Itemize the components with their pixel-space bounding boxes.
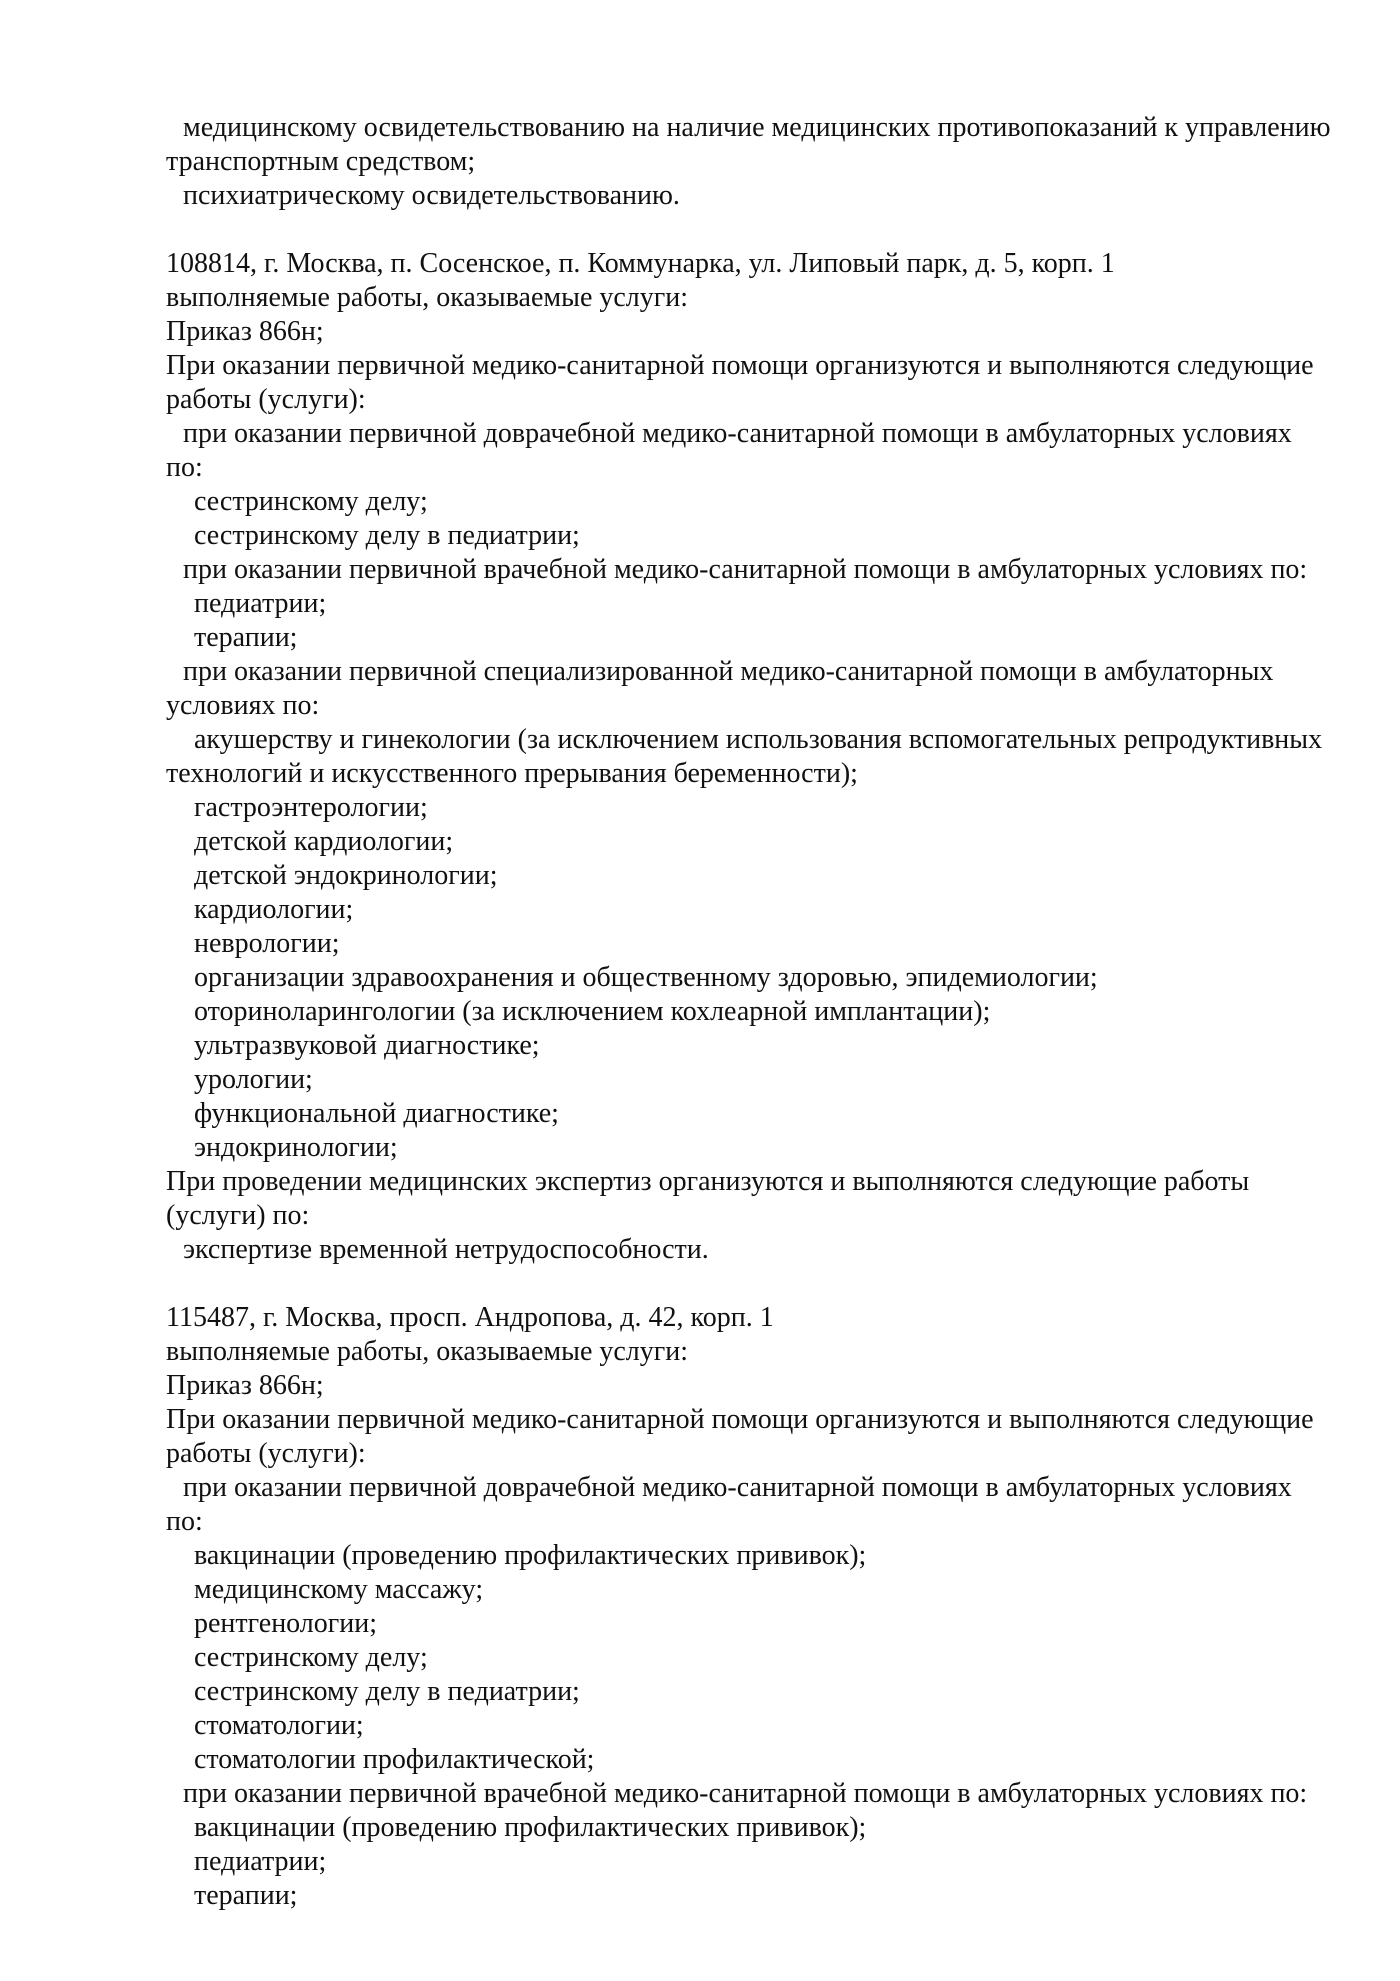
document-line: работы (услуги): <box>166 384 366 415</box>
document-line <box>166 1267 1356 1301</box>
document-line: при оказании первичной врачебной медико-санитарной помощи в амбулаторных условиях по: <box>183 554 1308 585</box>
document-line: детской эндокринологии; <box>194 860 498 891</box>
document-line: гастроэнтерологии; <box>194 792 428 823</box>
document-line: по: <box>166 452 203 483</box>
document-line: При проведении медицинских экспертиз организуются и выполняются следующие работы <box>166 1166 1250 1197</box>
document-line: психиатрическому освидетельствованию. <box>183 180 680 211</box>
document-line: сестринскому делу в педиатрии; <box>194 1676 580 1707</box>
document-line: медицинскому освидетельствованию на наличие медицинских противопоказаний к управлению <box>183 112 1331 143</box>
document-line: При оказании первичной медико-санитарной помощи организуются и выполняются следующие <box>166 350 1314 381</box>
document-line: 108814, г. Москва, п. Сосенское, п. Коммунарка, ул. Липовый парк, д. 5, корп. 1 <box>166 248 1115 279</box>
document-line: кардиологии; <box>194 894 354 925</box>
document-line: урологии; <box>194 1064 313 1095</box>
document-line: терапии; <box>194 622 298 653</box>
document-line: терапии; <box>194 1880 298 1911</box>
document-line: при оказании первичной доврачебной медико-санитарной помощи в амбулаторных условиях <box>183 1472 1292 1503</box>
document-line: рентгенологии; <box>194 1608 378 1639</box>
document-line: при оказании первичной доврачебной медико-санитарной помощи в амбулаторных условиях <box>183 418 1292 449</box>
document-line: функциональной диагностике; <box>194 1098 559 1129</box>
document-line: вакцинации (проведению профилактических прививок); <box>194 1540 867 1571</box>
document-line: 115487, г. Москва, просп. Андропова, д. 42, корп. 1 <box>166 1302 774 1333</box>
document-line: оториноларингологии (за исключением кохлеарной имплантации); <box>194 996 991 1027</box>
document-line: неврологии; <box>194 928 340 959</box>
document-line: работы (услуги): <box>166 1438 366 1469</box>
document-line: выполняемые работы, оказываемые услуги: <box>166 282 689 313</box>
document-line: сестринскому делу; <box>194 486 428 517</box>
document-line: медицинскому массажу; <box>194 1574 484 1605</box>
document-line: сестринскому делу; <box>194 1642 428 1673</box>
document-line: экспертизе временной нетрудоспособности. <box>183 1234 709 1265</box>
document-line: выполняемые работы, оказываемые услуги: <box>166 1336 689 1367</box>
document-line: Приказ 866н; <box>166 1370 324 1401</box>
document-line: сестринскому делу в педиатрии; <box>194 520 580 551</box>
document-line: технологий и искусственного прерывания беременности); <box>166 758 858 789</box>
document-text-block <box>166 111 1356 1913</box>
document-line: при оказании первичной специализированной медико-санитарной помощи в амбулаторных <box>183 656 1274 687</box>
document-line: организации здравоохранения и общественному здоровью, эпидемиологии; <box>194 962 1098 993</box>
document-line: условиях по: <box>166 690 320 721</box>
document-line: транспортным средством; <box>166 146 476 177</box>
document-line <box>166 213 1356 247</box>
document-line: стоматологии; <box>194 1710 364 1741</box>
document-line: при оказании первичной врачебной медико-санитарной помощи в амбулаторных условиях по: <box>183 1778 1308 1809</box>
document-line: эндокринологии; <box>194 1132 398 1163</box>
document-line: (услуги) по: <box>166 1200 310 1231</box>
document-line: Приказ 866н; <box>166 316 324 347</box>
document-line: педиатрии; <box>194 1846 327 1877</box>
document-line: детской кардиологии; <box>194 826 454 857</box>
document-line: вакцинации (проведению профилактических прививок); <box>194 1812 867 1843</box>
document-line: акушерству и гинекологии (за исключением использования вспомогательных репродуктивных <box>194 724 1323 755</box>
document-line: При оказании первичной медико-санитарной помощи организуются и выполняются следующие <box>166 1404 1314 1435</box>
document-line: по: <box>166 1506 203 1537</box>
document-line: ультразвуковой диагностике; <box>194 1030 540 1061</box>
document-line: стоматологии профилактической; <box>194 1744 595 1775</box>
document-line: педиатрии; <box>194 588 327 619</box>
